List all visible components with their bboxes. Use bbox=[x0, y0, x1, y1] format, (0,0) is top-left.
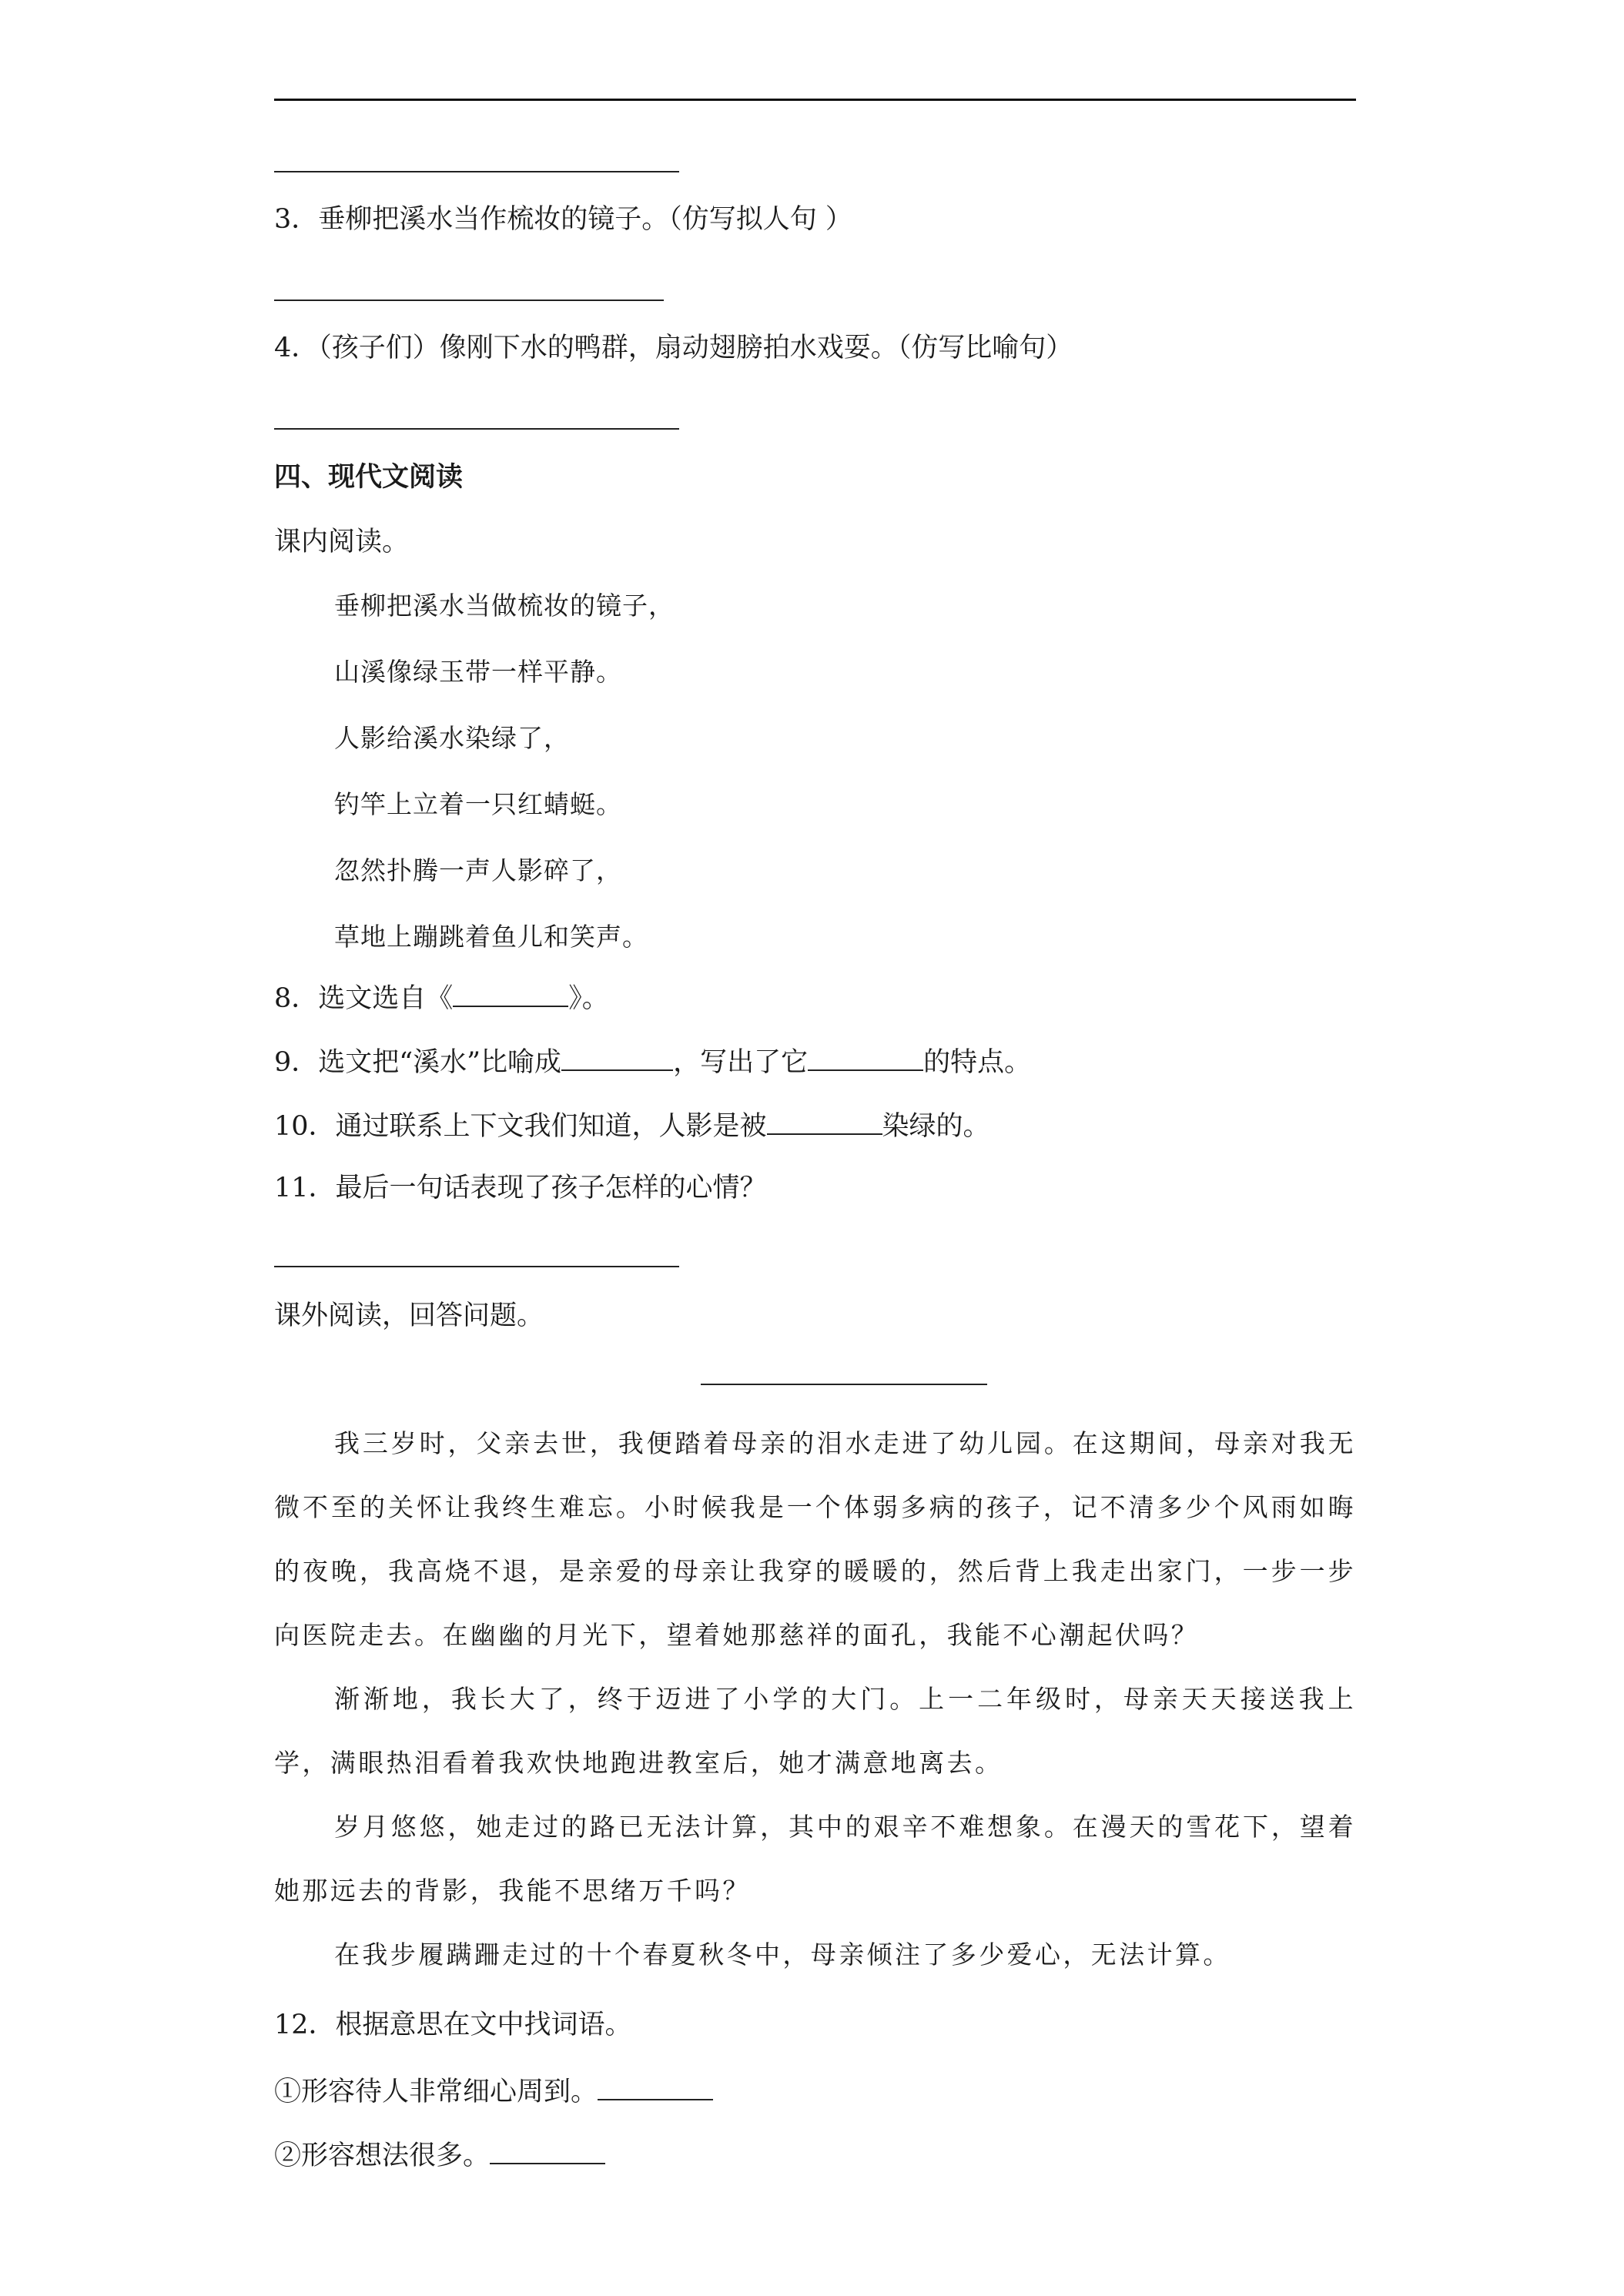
passage-paragraph: 我三岁时，父亲去世，我便踏着母亲的泪水走进了幼儿园。在这期间，母亲对我无微不至的关怀让我终生难忘。小时候我是一个体弱多病的孩子，记不清多少个风雨如晦的夜晚，我高烧不退，是亲爱的母亲让我穿的暖暖的，然后背上我走出家门，一步一步向医院走去。在幽幽的月光下，望着她那慈祥的面孔，我能不心潮起伏吗？ bbox=[274, 1428, 1356, 1650]
question-8 bbox=[274, 978, 609, 1017]
blank-q8[interactable] bbox=[453, 978, 568, 1007]
answer-line-q4[interactable] bbox=[274, 428, 679, 430]
passage-paragraph: 岁月悠悠，她走过的路已无法计算，其中的艰辛不难想象。在漫天的雪花下，望着她那远去的背影，我能不思绪万千吗？ bbox=[274, 1812, 1356, 1906]
question-8-text-a: 8．选文选自《 bbox=[274, 983, 454, 1014]
blank-q12-2[interactable] bbox=[490, 2135, 605, 2164]
question-10-text-b: 染绿的。 bbox=[882, 1111, 990, 1142]
question-3: 3．垂柳把溪水当作梳妆的镜子。（仿写拟人句 ） bbox=[274, 204, 852, 235]
poem-line: 山溪像绿玉带一样平静。 bbox=[334, 657, 622, 687]
poem-line: 垂柳把溪水当做梳妆的镜子， bbox=[334, 591, 675, 621]
passage-paragraph: 在我步履蹒跚走过的十个春夏秋冬中，母亲倾注了多少爱心，无法计算。 bbox=[334, 1940, 1231, 1970]
poem-line: 人影给溪水染绿了， bbox=[334, 723, 570, 753]
header-rule bbox=[274, 99, 1356, 101]
question-4: 4．（孩子们）像刚下水的鸭群，扇动翅膀拍水戏耍。（仿写比喻句） bbox=[274, 333, 1073, 363]
blank-q10[interactable] bbox=[767, 1106, 882, 1135]
passage-title-blank[interactable] bbox=[701, 1384, 987, 1385]
question-9-text-b: ，写出了它 bbox=[673, 1047, 809, 1078]
question-12-sub-2-text: ②形容想法很多。 bbox=[274, 2140, 491, 2171]
section-heading: 四、现代文阅读 bbox=[274, 461, 464, 493]
question-12-sub-2 bbox=[274, 2135, 605, 2174]
question-12-sub-1-text: ①形容待人非常细心周到。 bbox=[274, 2077, 598, 2107]
blank-q9-1[interactable] bbox=[561, 1042, 673, 1071]
question-11: 11．最后一句话表现了孩子怎样的心情？ bbox=[274, 1173, 767, 1203]
answer-line-q3[interactable] bbox=[274, 300, 664, 301]
poem-line: 草地上蹦跳着鱼儿和笑声。 bbox=[334, 922, 648, 952]
question-12: 12．根据意思在文中找词语。 bbox=[274, 2010, 632, 2040]
question-12-sub-1 bbox=[274, 2071, 713, 2110]
question-10-text-a: 10．通过联系上下文我们知道，人影是被 bbox=[274, 1111, 767, 1142]
in-class-label: 课内阅读。 bbox=[274, 527, 410, 557]
answer-line-q11[interactable] bbox=[274, 1266, 679, 1267]
out-class-label: 课外阅读，回答问题。 bbox=[274, 1300, 544, 1331]
blank-q12-1[interactable] bbox=[598, 2071, 713, 2100]
poem-line: 忽然扑腾一声人影碎了， bbox=[334, 855, 622, 885]
question-9-text-a: 9．选文把“溪水”比喻成 bbox=[274, 1047, 562, 1078]
question-9-text-c: 的特点。 bbox=[923, 1047, 1032, 1078]
passage-paragraph: 渐渐地，我长大了，终于迈进了小学的大门。上一二年级时，母亲天天接送我上学，满眼热泪看着我欢快地跑进教室后，她才满意地离去。 bbox=[274, 1684, 1356, 1778]
question-10 bbox=[274, 1106, 990, 1145]
question-9 bbox=[274, 1042, 1031, 1081]
answer-line-q2[interactable] bbox=[274, 171, 679, 172]
blank-q9-2[interactable] bbox=[808, 1042, 923, 1071]
question-8-text-b: 》。 bbox=[568, 983, 609, 1014]
poem-line: 钓竿上立着一只红蜻蜓。 bbox=[334, 789, 622, 819]
